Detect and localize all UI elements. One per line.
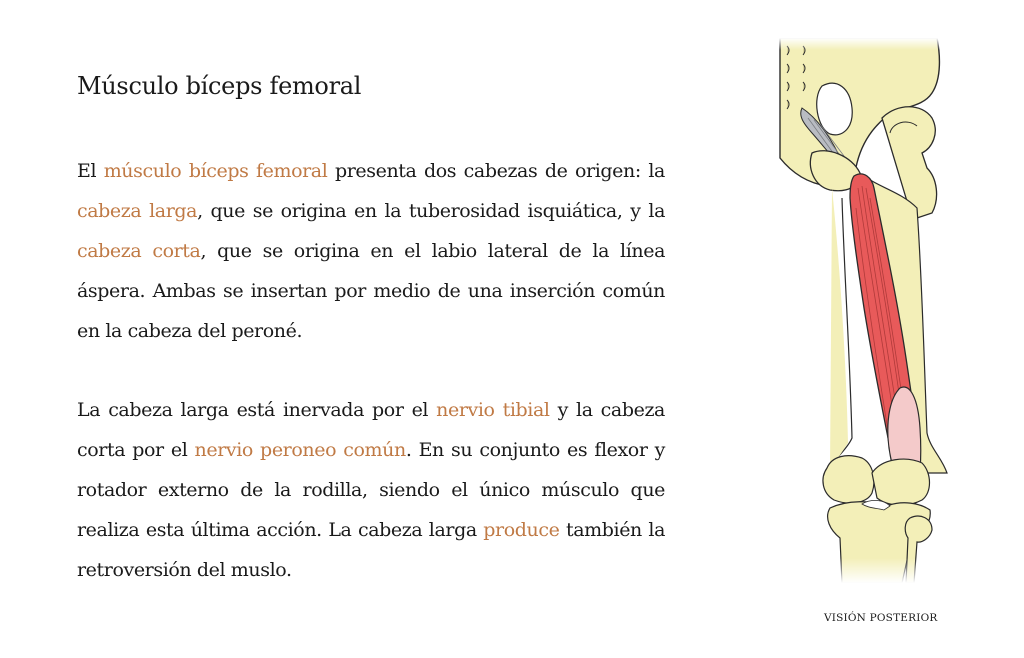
paragraph-innervation (77, 390, 665, 590)
page-title: Músculo bíceps femoral (77, 72, 362, 100)
paragraph-origin (77, 151, 665, 351)
paragraph-text: también la retroversión del muslo. (77, 519, 665, 581)
paragraph-text: El (77, 160, 104, 182)
figure-caption: VISIÓN POSTERIOR (824, 612, 938, 624)
highlight-term[interactable]: cabeza larga (77, 200, 198, 222)
highlight-term[interactable]: nervio tibial (436, 399, 550, 421)
anatomy-illustration (772, 38, 962, 583)
highlight-term[interactable]: nervio peroneo común (194, 439, 406, 461)
highlight-term[interactable]: produce (483, 519, 560, 541)
highlight-term[interactable]: músculo bíceps femoral (103, 160, 328, 182)
paragraph-text: y la cabeza corta por el (77, 399, 665, 461)
paragraph-text: La cabeza larga está inervada por el (77, 399, 437, 421)
paragraph-text: presenta dos cabezas de origen: la (327, 160, 665, 182)
paragraph-text: . En su conjunto es flexor y rotador externo de la rodilla, siendo el único músculo que realiza esta última acción. La cabeza larga (77, 439, 665, 541)
highlight-term[interactable]: cabeza corta (77, 240, 201, 262)
paragraph-text: , que se origina en el labio lateral de la línea áspera. Ambas se insertan por medio de una inserción común en la cabeza del peroné. (77, 240, 665, 342)
paragraph-text: , que se origina en la tuberosidad isquiática, y la (197, 200, 665, 222)
